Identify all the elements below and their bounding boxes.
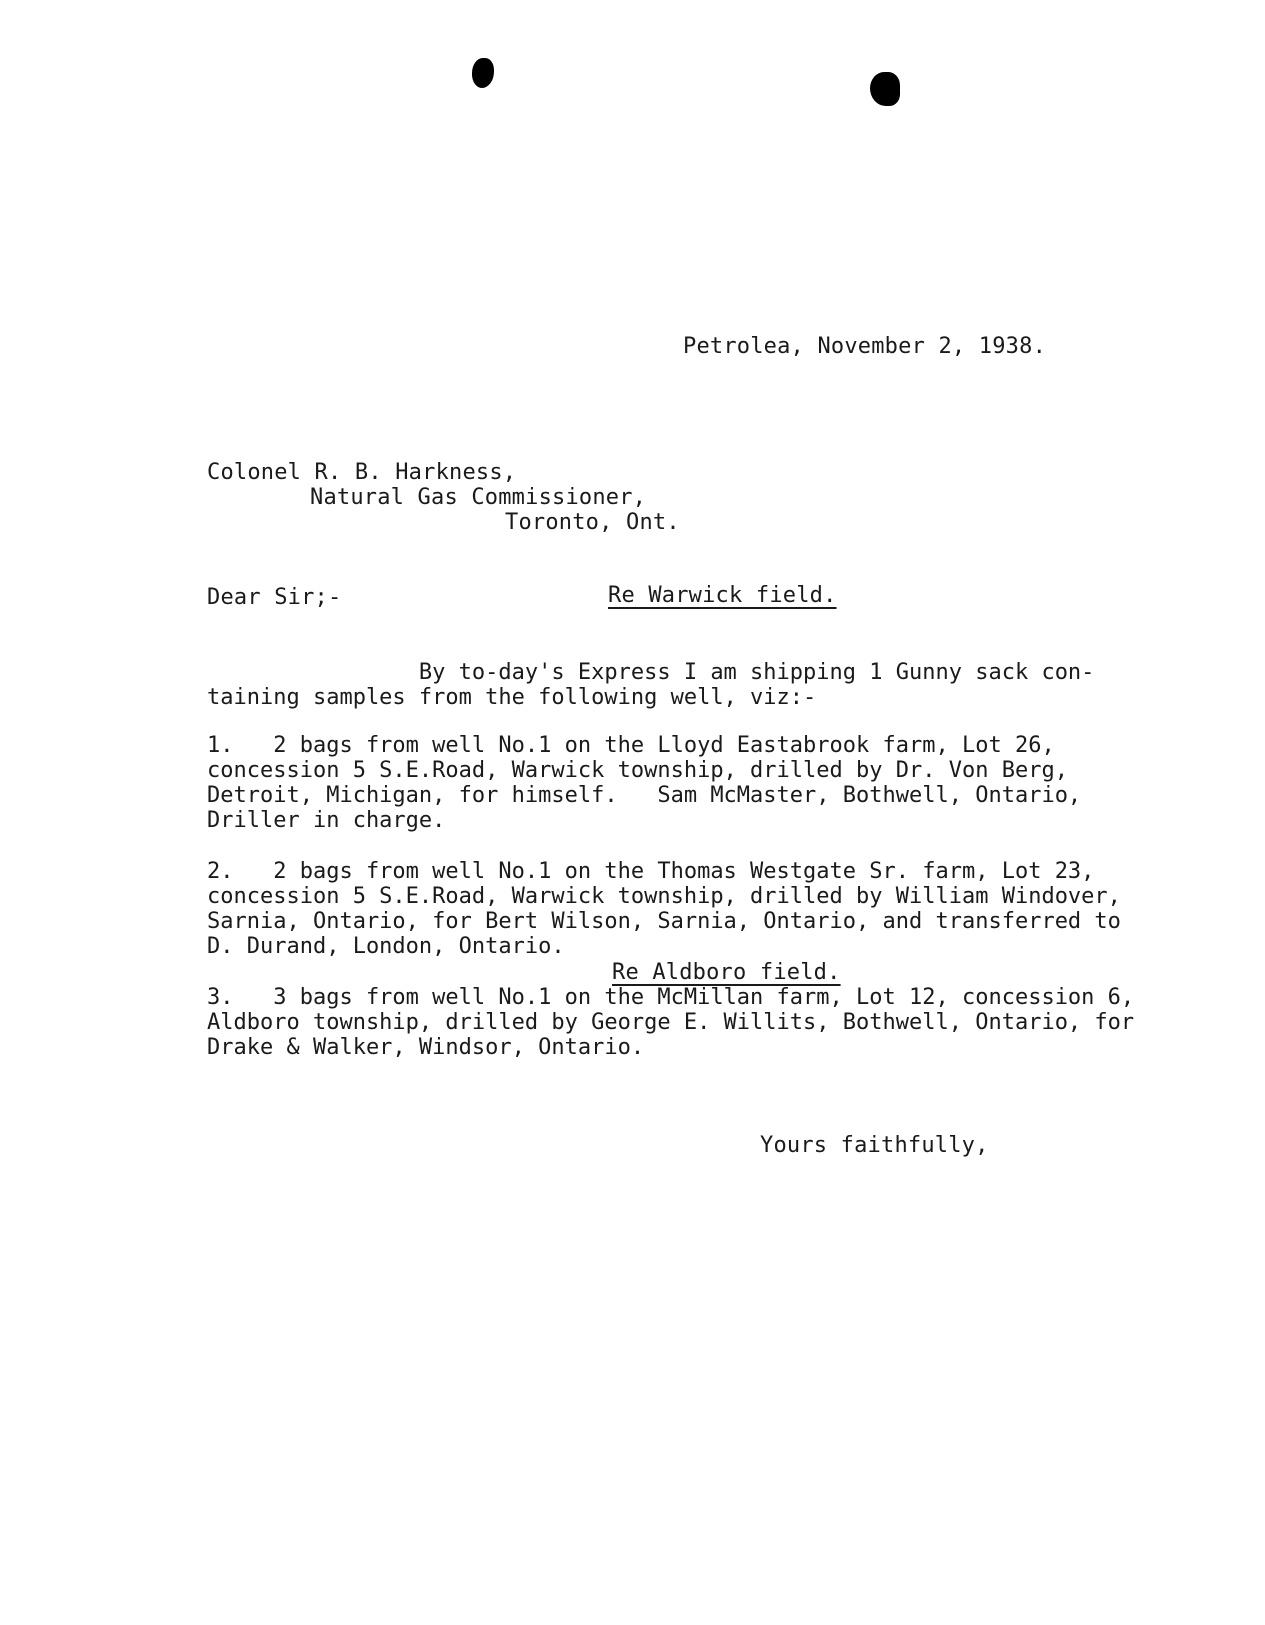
sample-item-1: 1. 2 bags from well No.1 on the Lloyd Eastabrook farm, Lot 26, concession 5 S.E.Road, Warwick township, drilled by Dr. Von Berg, Detroit, Michigan, for himself. Sam McMaster, Bothwell, Ontario, Driller in charge. [207,733,1082,833]
intro-paragraph: By to-day's Express I am shipping 1 Gunny sack con- taining samples from the following well, viz:- [207,660,1095,710]
subject-warwick: Re Warwick field. [608,583,837,608]
letter-date: Petrolea, November 2, 1938. [683,334,1047,359]
sample-item-3: 3. 3 bags from well No.1 on the McMillan farm, Lot 12, concession 6, Aldboro township, drilled by George E. Willits, Bothwell, Ontario, for Drake & Walker, Windsor, Ontario. [207,985,1135,1060]
punch-hole-left [472,58,494,88]
punch-hole-right [870,72,900,106]
recipient-title: Natural Gas Commissioner, [310,485,647,510]
subject-aldboro: Re Aldboro field. [612,960,841,985]
closing: Yours faithfully, [760,1133,989,1158]
recipient-city: Toronto, Ont. [505,510,680,535]
salutation: Dear Sir;- [207,585,342,610]
recipient-name: Colonel R. B. Harkness, [207,460,517,485]
sample-item-2: 2. 2 bags from well No.1 on the Thomas Westgate Sr. farm, Lot 23, concession 5 S.E.Road, Warwick township, drilled by William Windover, Sarnia, Ontario, for Bert Wilson, Sarnia, Ontario, and transferred to D. Durand, London, Ontario. [207,859,1121,959]
